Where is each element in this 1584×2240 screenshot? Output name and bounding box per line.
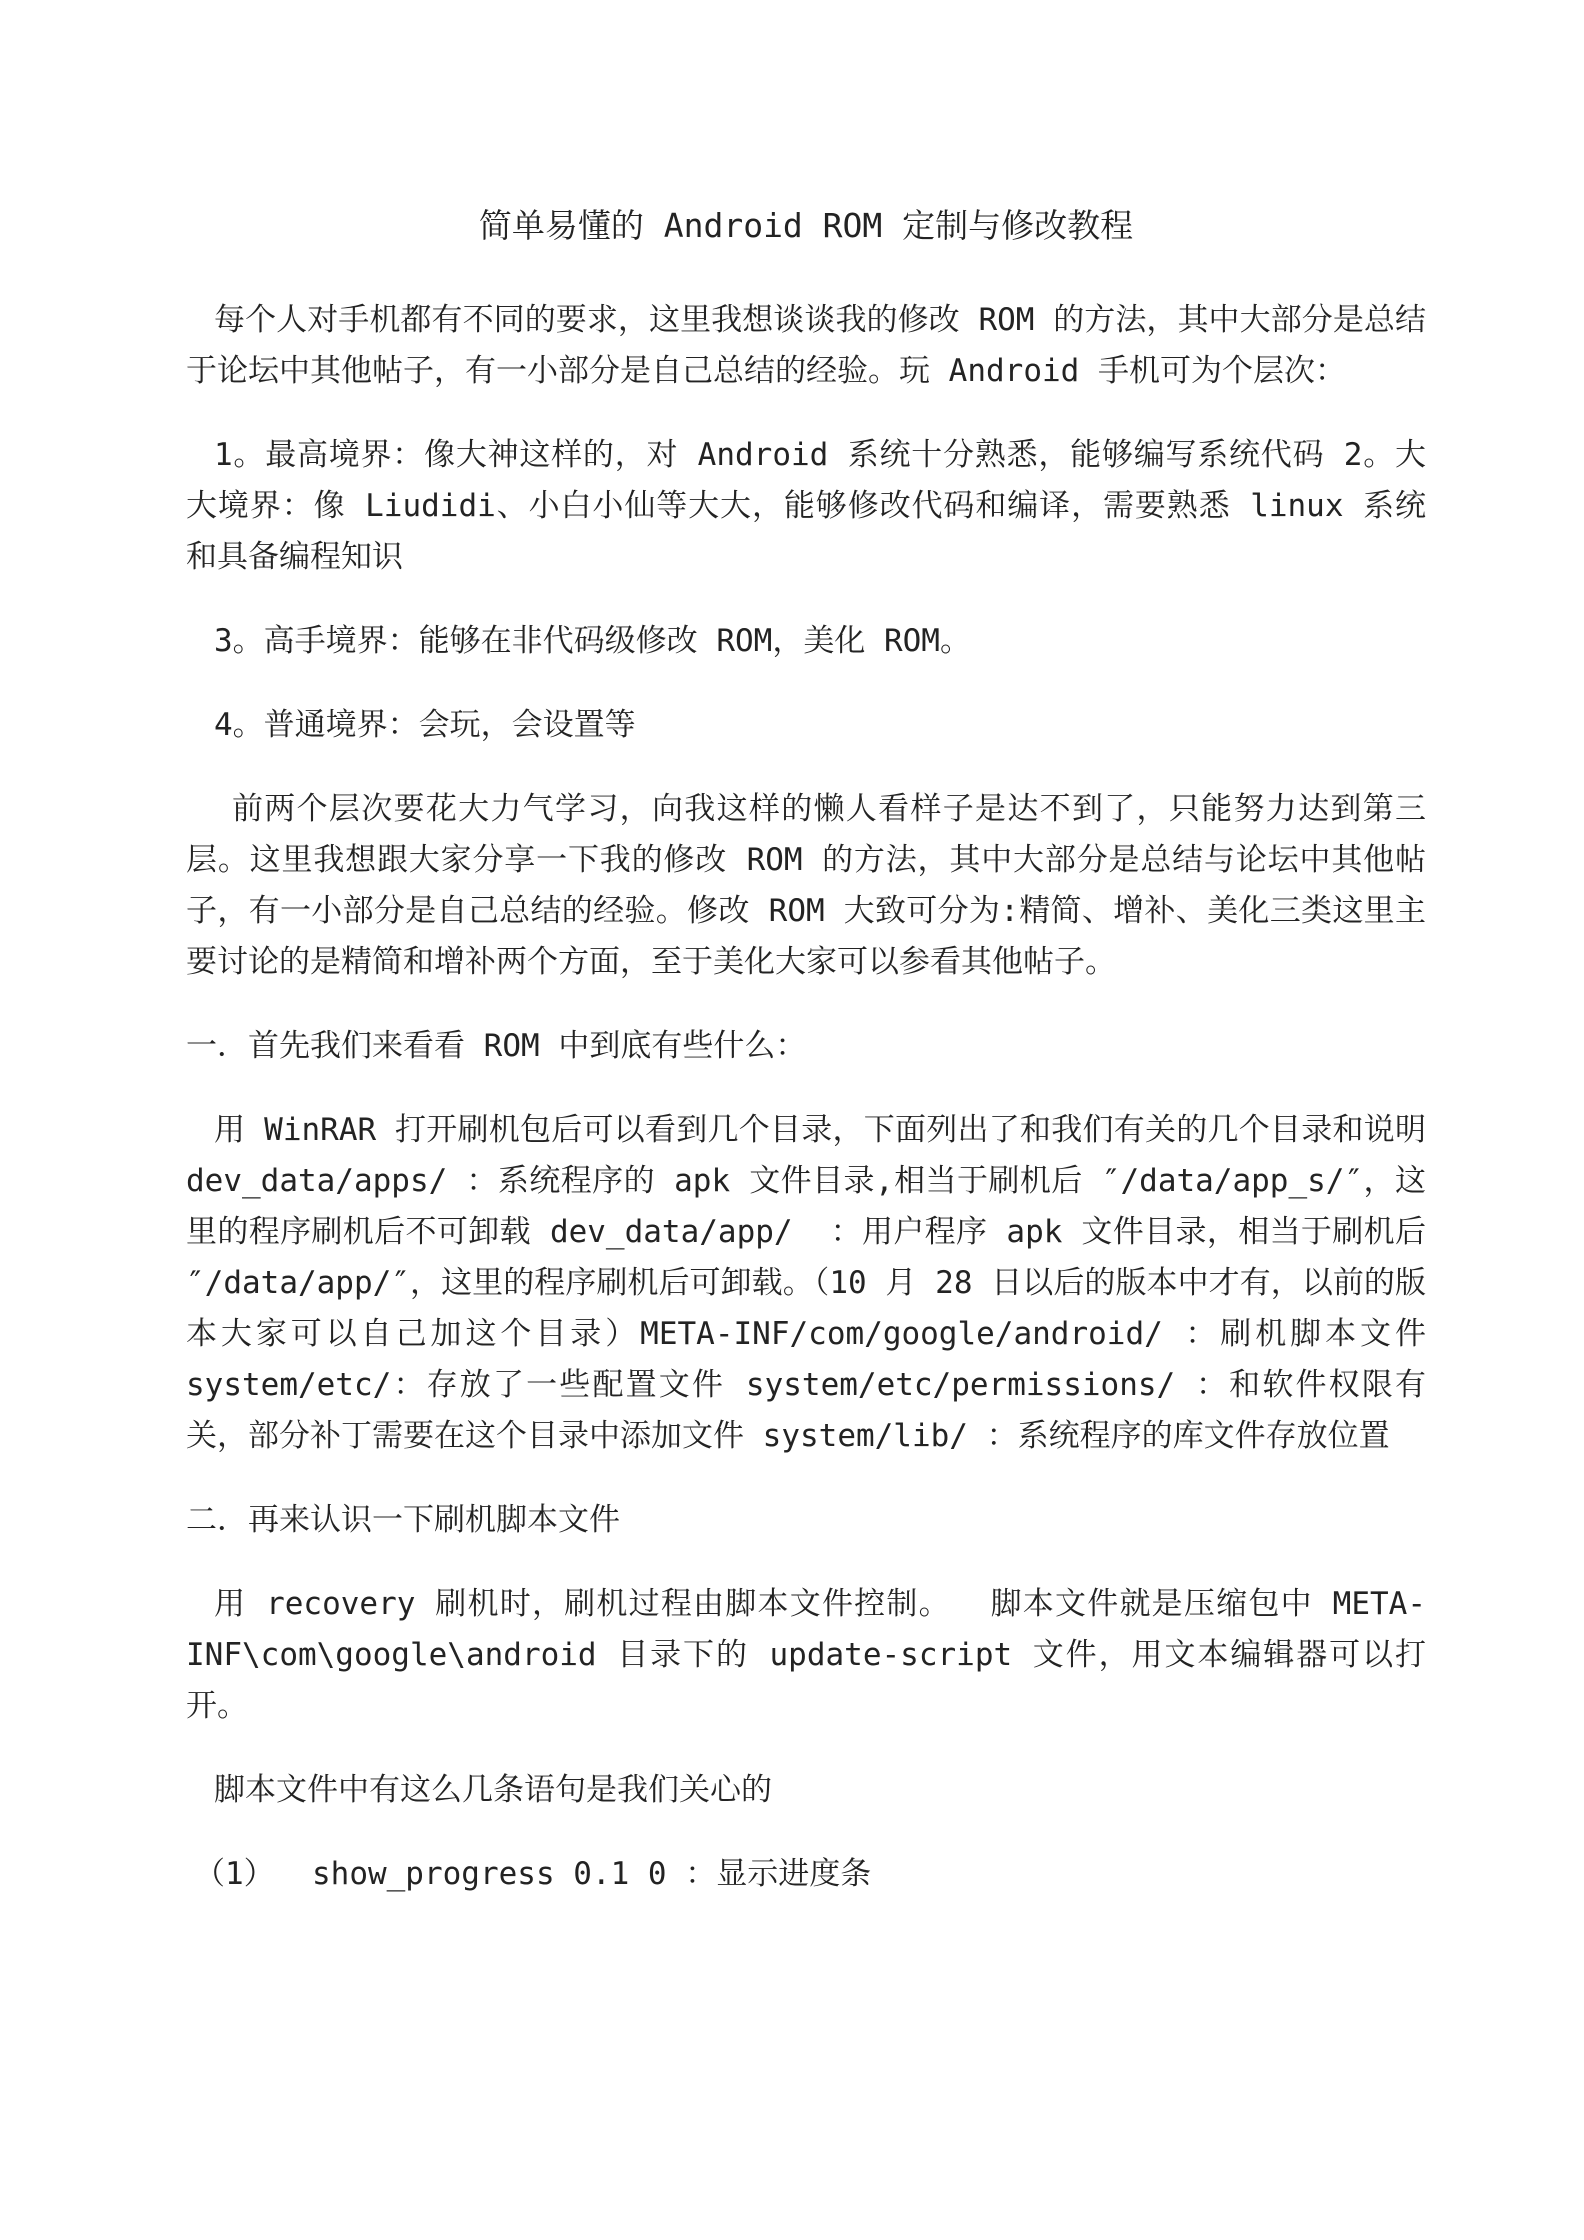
summary-paragraph: 前两个层次要花大力气学习，向我这样的懒人看样子是达不到了，只能努力达到第三层。这里我想跟大家分享一下我的修改 ROM 的方法，其中大部分是总结与论坛中其他帖子，有一小部分是自己总结的经验。修改 ROM 大致可分为:精简、增补、美化三类这里主要讨论的是精简和增补两个方面，至于美化大家可以参看其他帖子。 xyxy=(186,791,1426,980)
section-heading-1: 一．首先我们来看看 ROM 中到底有些什么： xyxy=(186,1028,807,1064)
script-statements-lead-in: 脚本文件中有这么几条语句是我们关心的 xyxy=(214,1772,772,1808)
level-list-item-1-2: 1。最高境界：像大神这样的，对 Android 系统十分熟悉，能够编写系统代码 2。大大境界：像 Liudidi、小白小仙等大大，能够修改代码和编译，需要熟悉 linux 系统和具备编程知识 xyxy=(186,437,1426,575)
level-list-item-4: 4。普通境界：会玩，会设置等 xyxy=(214,707,636,743)
section-heading-2: 二．再来认识一下刷机脚本文件 xyxy=(186,1502,620,1538)
rom-contents-paragraph: 用 WinRAR 打开刷机包后可以看到几个目录，下面列出了和我们有关的几个目录和说明 dev_data/apps/ ：系统程序的 apk 文件目录,相当于刷机后 ″/data/app_s/″，这里的程序刷机后不可卸载 dev_data/app/ ：用户程序 apk 文件目录，相当于刷机后 ″/data/app/″，这里的程序刷机后可卸载。（10 月 28 日以后的版本中才有，以前的版本大家可以自己加这个目录）META-INF/com/google/android/ ：刷机脚本文件 system/etc/：存放了一些配置文件 system/etc/permissions/ ：和软件权限有关，部分补丁需要在这个目录中添加文件 system/lib/ ：系统程序的库文件存放位置 xyxy=(186,1112,1445,1454)
script-statement-1: （1） show_progress 0.1 0 ：显示进度条 xyxy=(194,1856,872,1892)
script-intro-paragraph: 用 recovery 刷机时，刷机过程由脚本文件控制。 脚本文件就是压缩包中 META-INF\com\google\android 目录下的 update-script 文件，用文本编辑器可以打开。 xyxy=(186,1586,1426,1724)
intro-paragraph: 每个人对手机都有不同的要求，这里我想谈谈我的修改 ROM 的方法，其中大部分是总结于论坛中其他帖子，有一小部分是自己总结的经验。玩 Android 手机可为个层次： xyxy=(186,302,1426,389)
document-title: 简单易懂的 Android ROM 定制与修改教程 xyxy=(478,206,1134,245)
level-list-item-3: 3。高手境界：能够在非代码级修改 ROM，美化 ROM。 xyxy=(214,623,971,659)
